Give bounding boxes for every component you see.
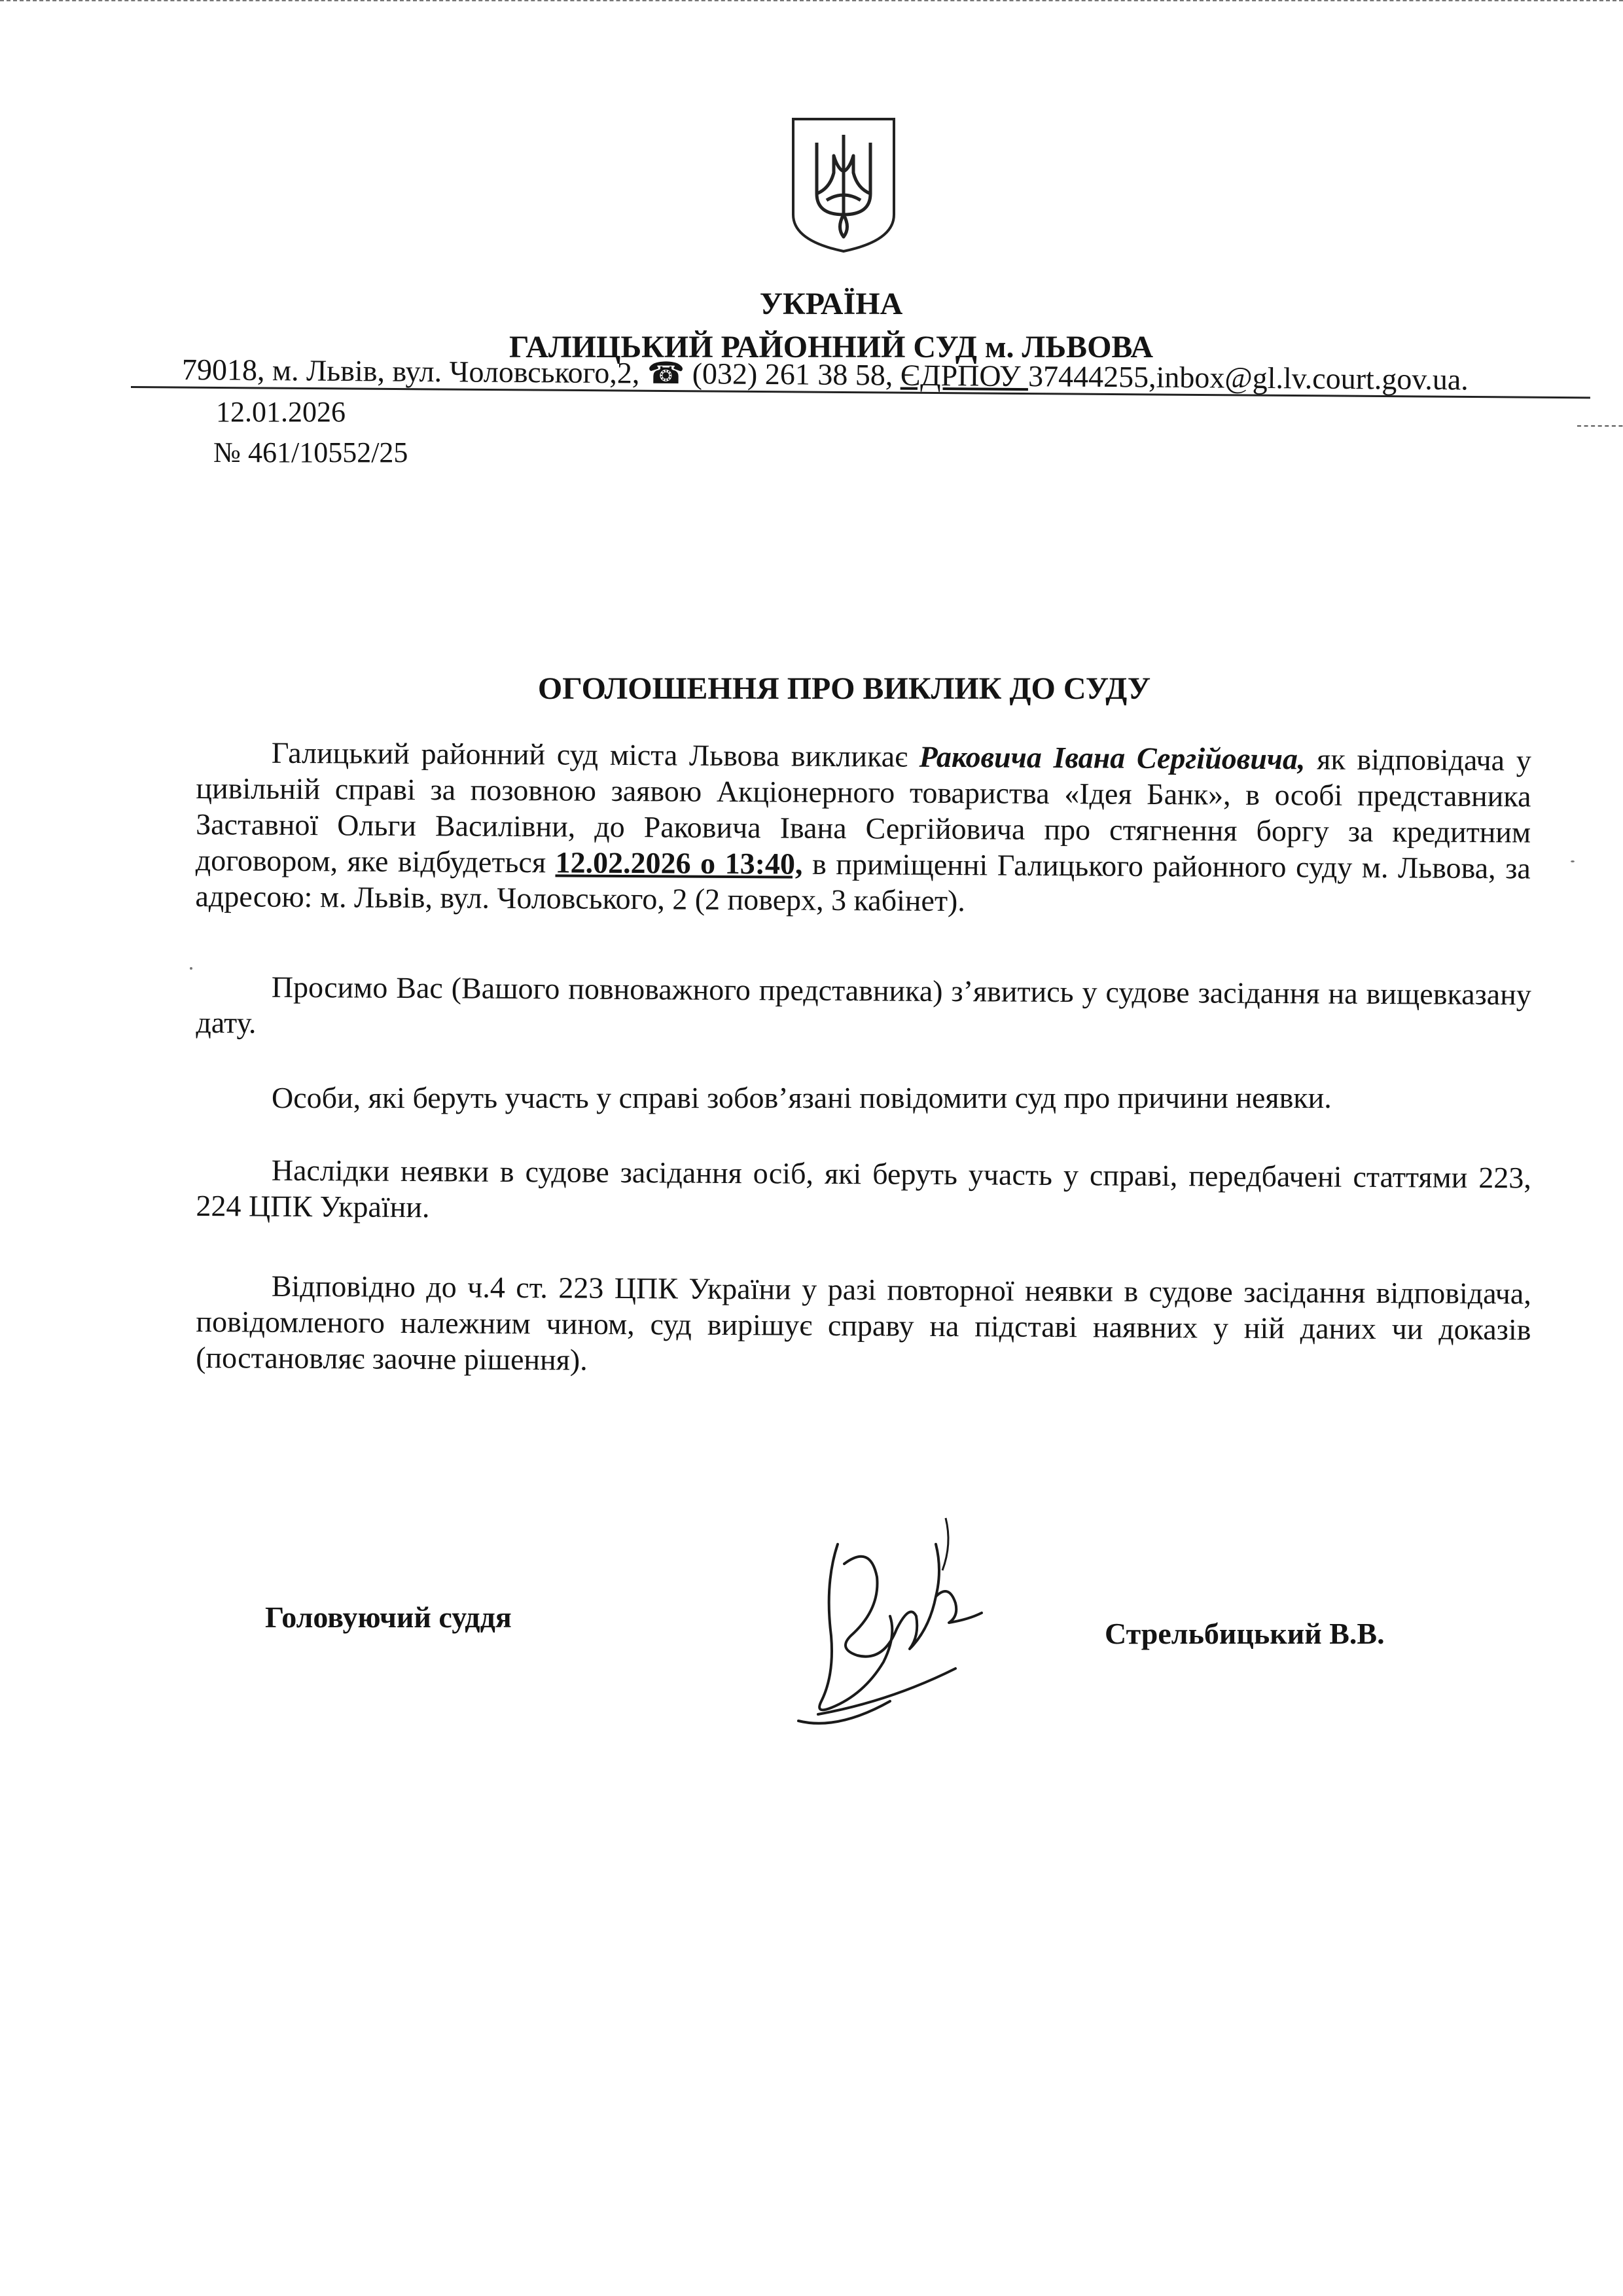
case-number: № 461/10552/25 bbox=[213, 436, 408, 468]
edrpou-label: ЄДРПОУ bbox=[900, 358, 1029, 393]
paragraph-consequences bbox=[196, 1152, 1531, 1231]
paragraph-obligation bbox=[196, 1080, 1531, 1116]
obligation-text: Особи, які беруть участь у справі зобов’язані повідомити суд про причини неявки. bbox=[272, 1081, 1332, 1114]
paragraph-summons bbox=[195, 734, 1531, 922]
phone-number: (032) 261 38 58, bbox=[685, 357, 901, 392]
edrpou-email: 37444255,inbox@gl.lv.court.gov.ua. bbox=[1027, 359, 1469, 397]
address-text: 79018, м. Львів, вул. Чоловського,2, bbox=[181, 353, 648, 390]
scan-edge-line bbox=[0, 0, 1623, 1]
document-date: 12.01.2026 bbox=[216, 396, 346, 428]
judge-name: Стрельбицький В.В. bbox=[1105, 1617, 1385, 1650]
presiding-judge-label: Головуючий суддя bbox=[265, 1600, 512, 1634]
hearing-datetime: 12.02.2026 о 13:40, bbox=[555, 845, 803, 881]
paragraph-default-judgment bbox=[196, 1267, 1531, 1383]
consequences-text: Наслідки неявки в судове засідання осіб, які беруть участь у справі, передбачені статтями 223, 224 ЦПК України. bbox=[196, 1153, 1531, 1224]
defendant-name: Раковича Івана Сергійовича, bbox=[919, 739, 1306, 776]
phone-icon: ☎ bbox=[647, 356, 685, 391]
header-divider-tail bbox=[1577, 425, 1623, 427]
hearing-location: в приміщенні Галицького районного суду м. Львова, за адресою: м. Львів, вул. Чоловського, 2 (2 поверх, 3 кабінет). bbox=[195, 847, 1531, 918]
document-title: ОГОЛОШЕННЯ ПРО ВИКЛИК ДО СУДУ bbox=[537, 671, 1151, 706]
trident-emblem-icon bbox=[791, 116, 897, 254]
summons-details: як відповідача у цивільній справі за позовною заявою Акціонерного товариства «Ідея Банк», в особі представника Заставної Ольги Василівни, до Раковича Івана Сергійовича про стягнення боргу за кредитним договором, яке відбудеться bbox=[195, 742, 1531, 879]
default-judgment-text: Відповідно до ч.4 ст. 223 ЦПК України у разі повторної неявки в судове засідання відповідача, повідомленого належним чином, суд вирішує справу на підставі наявних у ній даних чи доказів (постановляє заочне рішення). bbox=[196, 1269, 1531, 1377]
country-heading: УКРАЇНА bbox=[759, 287, 903, 321]
paragraph-request bbox=[196, 968, 1531, 1048]
request-text: Просимо Вас (Вашого повноважного представника) з’явитись у судове засідання на вищевказану дату. bbox=[196, 970, 1531, 1040]
scan-speck bbox=[190, 967, 192, 970]
court-name-heading: ГАЛИЦЬКИЙ РАЙОННИЙ СУД м. ЛЬВОВА bbox=[508, 330, 1154, 364]
summons-intro: Галицький районний суд міста Львова викликає bbox=[271, 735, 919, 773]
scan-speck bbox=[1571, 860, 1575, 862]
handwritten-signature bbox=[759, 1505, 995, 1754]
